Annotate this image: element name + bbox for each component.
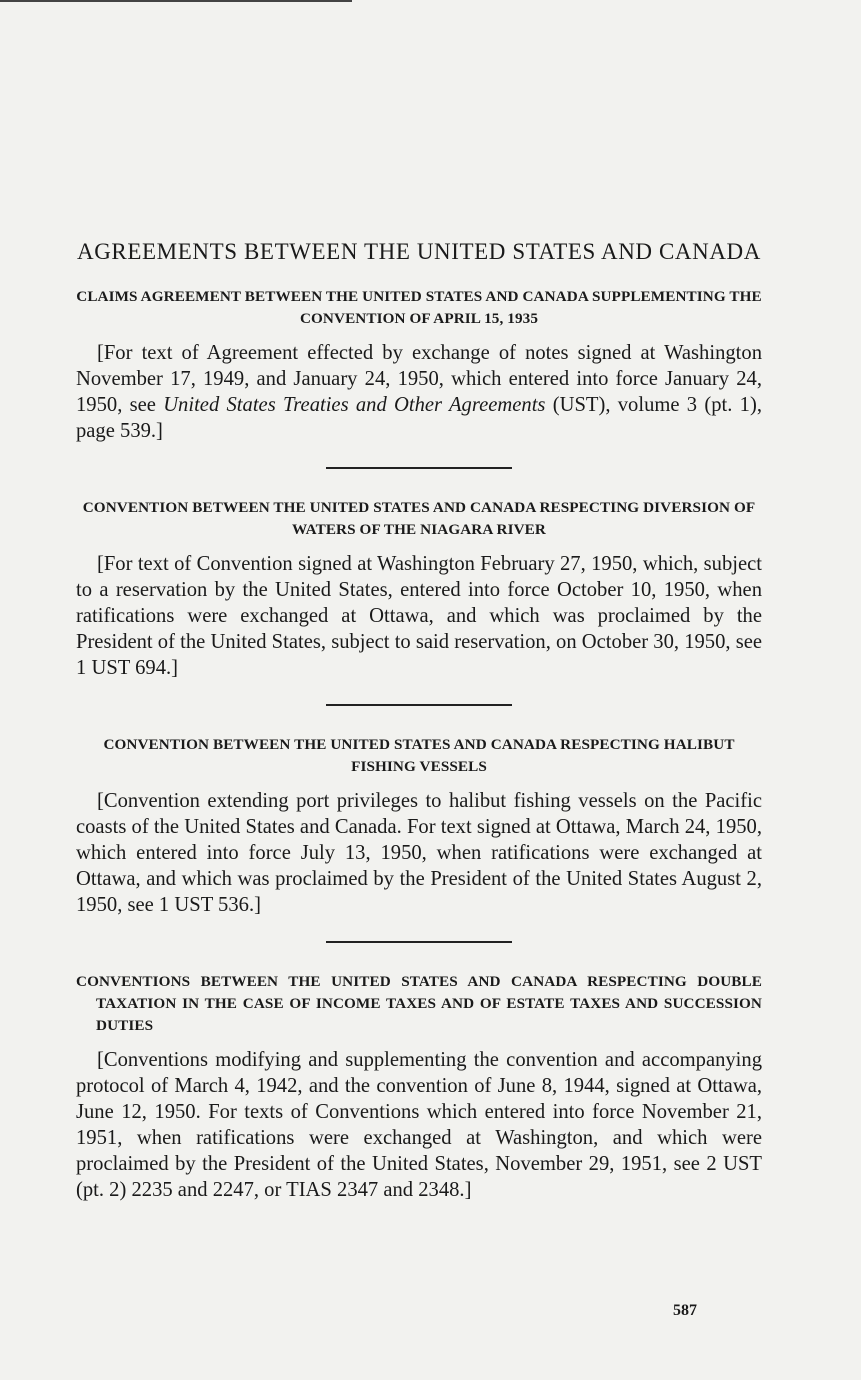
section-niagara-convention — [76, 497, 762, 681]
page-number: 587 — [673, 1302, 697, 1319]
section-halibut-convention — [76, 734, 762, 918]
section-text — [76, 340, 762, 444]
section-heading: CONVENTION BETWEEN THE UNITED STATES AND CANADA RESPECTING HALIBUT FISHING VESSELS — [103, 736, 735, 775]
section-heading: CONVENTION BETWEEN THE UNITED STATES AND CANADA RESPECTING DIVERSION OF WATERS OF THE NIAGARA RIVER — [82, 499, 756, 538]
scan-edge-rule — [0, 0, 352, 2]
document-page — [76, 238, 762, 1203]
section-claims-agreement — [76, 286, 762, 444]
section-divider — [326, 704, 512, 706]
section-heading: CLAIMS AGREEMENT BETWEEN THE UNITED STATES AND CANADA SUPPLEMENTING THE CONVENTION OF APRIL 15, 1935 — [76, 288, 762, 327]
section-text: [Conventions modifying and supplementing the convention and accompanying protocol of March 4, 1942, and the convention of June 8, 1944, signed at Ottawa, June 12, 1950. For texts of Conventions which entered into force November 21, 1951, when ratifications were exchanged at Washington, and which were proclaimed by the President of the United States, November 29, 1951, see 2 UST (pt. 2) 2235 and 2247, or TIAS 2347 and 2348.] — [76, 1049, 762, 1201]
section-divider — [326, 467, 512, 469]
section-double-taxation — [76, 971, 762, 1203]
section-text: [Convention extending port privileges to halibut fishing vessels on the Pacific coasts of the United States and Canada. For text signed at Ottawa, March 24, 1950, which entered into force July 13, 1950, when ratifications were exchanged at Ottawa, and which was proclaimed by the President of the United States August 2, 1950, see 1 UST 536.] — [76, 790, 762, 916]
section-heading: CONVENTIONS BETWEEN THE UNITED STATES AND CANADA RESPECTING DOUBLE TAXATION IN THE CASE OF INCOME TAXES AND OF ESTATE TAXES AND SUCCESSION DUTIES — [76, 973, 762, 1034]
text-part: [For text of Agreement effected by exchange of notes signed at Washington November 17, 1949, and January 24, 1950, which entered into force January 24, 1950, see — [76, 342, 762, 416]
publication-title: United States Treaties and Other Agreements — [163, 394, 546, 416]
section-divider — [326, 941, 512, 943]
text-part: (UST), volume 3 (pt. 1), page 539.] — [76, 394, 762, 442]
section-text: [For text of Convention signed at Washington February 27, 1950, which, subject to a reservation by the United States, entered into force October 10, 1950, when ratifications were exchanged at Ottawa, and which was proclaimed by the President of the United States, subject to said reservation, on October 30, 1950, see 1 UST 694.] — [76, 553, 762, 679]
page-title: AGREEMENTS BETWEEN THE UNITED STATES AND CANADA — [77, 239, 761, 264]
